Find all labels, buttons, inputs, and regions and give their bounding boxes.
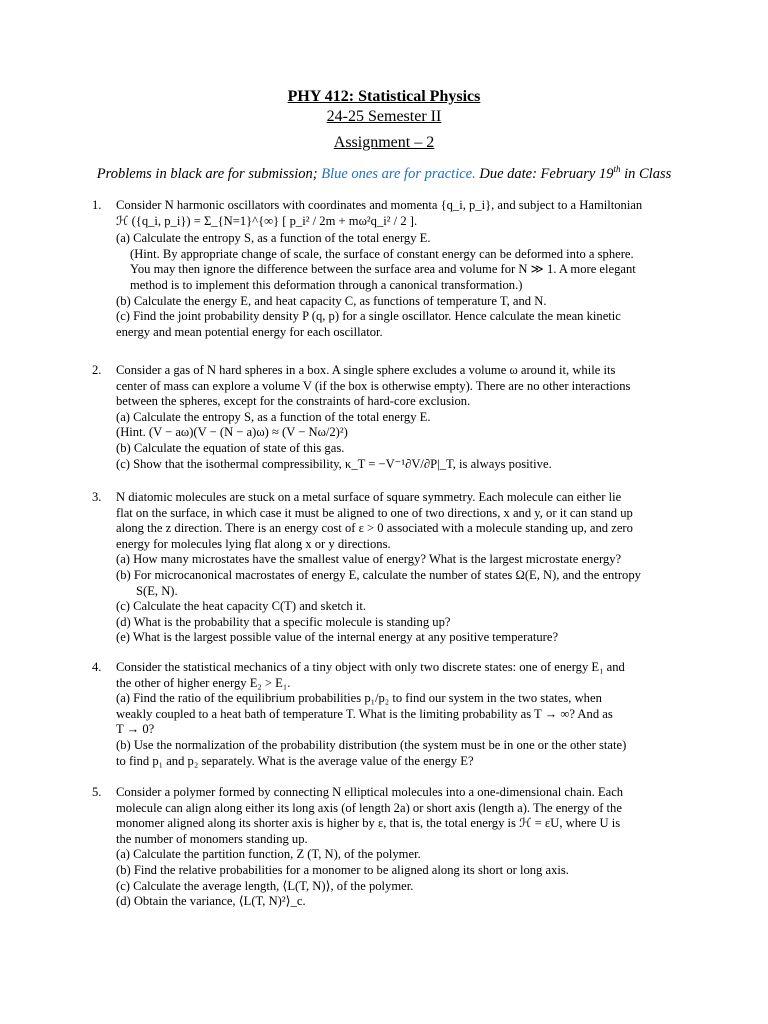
problem-line: monomer aligned along its shorter axis is higher by ε, that is, the total energy is ℋ = εU, where U is bbox=[116, 816, 621, 831]
course-title: PHY 412: Statistical Physics bbox=[287, 88, 481, 105]
instructions-due-date: Due date: February 19 bbox=[479, 166, 614, 182]
problem-line: N diatomic molecules are stuck on a metal surface of square symmetry. Each molecule can either lie bbox=[116, 490, 622, 504]
hint-line: method is to implement this deformation through a canonical transformation.) bbox=[130, 277, 523, 292]
problem-part-b: (b) Calculate the equation of state of this gas. bbox=[116, 440, 345, 455]
problem-5 bbox=[92, 785, 700, 910]
problem-part-d: (d) What is the probability that a specific molecule is standing up? bbox=[116, 614, 451, 629]
problem-1 bbox=[92, 198, 700, 340]
problem-number: 3. bbox=[92, 490, 102, 504]
problem-2 bbox=[92, 363, 700, 472]
problem-number: 1. bbox=[92, 198, 102, 212]
hint-line: (Hint. (V − aω)(V − (N − a)ω) ≈ (V − Nω/2)²) bbox=[116, 425, 348, 440]
problem-part-a: (a) Find the ratio of the equilibrium probabilities p₁/p₂ to find our system in the two states, when bbox=[116, 691, 602, 706]
problem-line: Consider the statistical mechanics of a tiny object with only two discrete states: one of energy E₁ and bbox=[116, 660, 625, 674]
problem-part-b: (b) Use the normalization of the probability distribution (the system must be in one or the other state) bbox=[116, 737, 627, 752]
due-date-ordinal: th bbox=[613, 164, 621, 175]
hint-line: You may then ignore the difference between the surface area and volume for N ≫ 1. A more elegant bbox=[130, 262, 636, 277]
problem-part-b: (b) Calculate the energy E, and heat capacity C, as functions of temperature T, and N. bbox=[116, 293, 547, 308]
problem-line: Consider a polymer formed by connecting N elliptical molecules into a one-dimensional chain. Each bbox=[116, 785, 624, 799]
problem-part-c: (c) Calculate the average length, ⟨L(T, N)⟩, of the polymer. bbox=[116, 878, 414, 893]
instructions-line bbox=[0, 166, 768, 183]
problem-line: molecule can align along either its long axis (of length 2a) or short axis (length a). The energy of the bbox=[116, 800, 622, 815]
problem-line: Consider N harmonic oscillators with coordinates and momenta {q_i, p_i}, and subject to a Hamiltonian bbox=[116, 198, 643, 212]
problem-part-c: (c) Find the joint probability density P (q, p) for a single oscillator. Hence calculate the mean kinetic bbox=[116, 309, 621, 324]
problem-line: the number of monomers standing up. bbox=[116, 831, 308, 846]
problem-line: along the z direction. There is an energy cost of ε > 0 associated with a molecule standing up, and zero bbox=[116, 521, 633, 536]
problem-line: S(E, N). bbox=[136, 583, 178, 598]
problem-line: flat on the surface, in which case it must be aligned to one of two directions, x and y, or it can stand up bbox=[116, 505, 633, 520]
problem-3 bbox=[92, 490, 700, 646]
instructions-practice: Blue ones are for practice. bbox=[321, 166, 476, 182]
problem-part-a: (a) Calculate the entropy S, as a function of the total energy E. bbox=[116, 231, 431, 246]
problem-part-d: (d) Obtain the variance, ⟨L(T, N)²⟩_c. bbox=[116, 894, 306, 909]
problem-part-b: (b) For microcanonical macrostates of energy E, calculate the number of states Ω(E, N), and the entropy bbox=[116, 567, 641, 582]
problem-part-c: (c) Show that the isothermal compressibility, κ_T = −V⁻¹∂V/∂P|_T, is always positive. bbox=[116, 456, 552, 471]
problem-part-a: (a) Calculate the entropy S, as a function of the total energy E. bbox=[116, 409, 431, 424]
problem-number: 5. bbox=[92, 785, 102, 799]
problem-part-a: (a) How many microstates have the smallest value of energy? What is the largest microstate energy? bbox=[116, 552, 622, 567]
problem-part-c: (c) Calculate the heat capacity C(T) and sketch it. bbox=[116, 599, 367, 614]
problem-line: between the spheres, except for the constraints of hard-core exclusion. bbox=[116, 394, 471, 409]
problem-number: 4. bbox=[92, 660, 102, 674]
problem-line: Consider a gas of N hard spheres in a box. A single sphere excludes a volume ω around it, while its bbox=[116, 363, 616, 377]
problem-part-a: (a) Calculate the partition function, Z (T, N), of the polymer. bbox=[116, 847, 421, 862]
hint-line: (Hint. By appropriate change of scale, the surface of constant energy can be deformed into a sphere. bbox=[130, 246, 634, 261]
problem-line: to find p₁ and p₂ separately. What is the average value of the energy E? bbox=[116, 753, 474, 768]
problem-line: the other of higher energy E₂ > E₁. bbox=[116, 675, 291, 690]
problem-line: energy and mean potential energy for each oscillator. bbox=[116, 324, 383, 339]
instructions-submission: Problems in black are for submission; bbox=[96, 166, 318, 182]
assignment-title: Assignment – 2 bbox=[333, 134, 435, 151]
problem-line: energy for molecules lying flat along x or y directions. bbox=[116, 536, 391, 551]
problem-4 bbox=[92, 660, 700, 769]
instructions-due-end: in Class bbox=[620, 166, 672, 182]
problem-line: center of mass can explore a volume V (if the box is otherwise empty). There are no other interactions bbox=[116, 378, 631, 393]
problem-line: T → 0? bbox=[116, 722, 155, 737]
hamiltonian-equation: ℋ ({q_i, p_i}) = Σ_{N=1}^{∞} [ p_i² / 2m + mω²q_i² / 2 ]. bbox=[116, 213, 418, 228]
problem-part-e: (e) What is the largest possible value of the internal energy at any positive temperature? bbox=[116, 630, 559, 645]
problem-number: 2. bbox=[92, 363, 102, 377]
problem-part-b: (b) Find the relative probabilities for a monomer to be aligned along its short or long axis. bbox=[116, 862, 569, 877]
semester-label: 24-25 Semester II bbox=[326, 108, 442, 125]
problem-line: weakly coupled to a heat bath of temperature T. What is the limiting probability as T → ∞? And as bbox=[116, 706, 613, 721]
